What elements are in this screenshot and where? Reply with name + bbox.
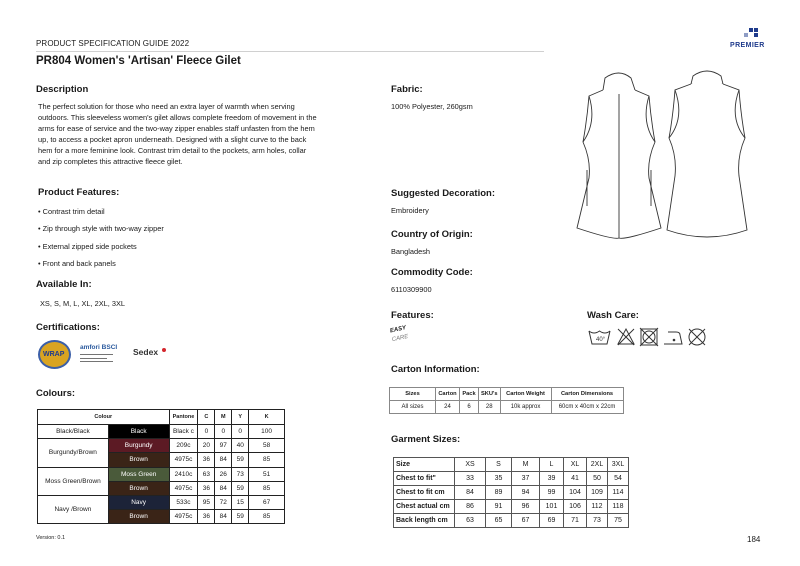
table-cell: 6 — [460, 401, 479, 414]
list-item: • Front and back panels — [38, 258, 116, 268]
colour-pantone-cell: Black c — [169, 425, 198, 439]
colour-m-cell: 97 — [215, 439, 232, 453]
description-line: hem for a more feminine look. Contrast trim detail to the pockets, arm holes, collar — [38, 145, 307, 155]
colour-m-cell: 26 — [215, 467, 232, 481]
origin-value: Bangladesh — [391, 247, 431, 256]
colour-c-cell: 0 — [198, 425, 215, 439]
table-cell: 114 — [608, 486, 629, 500]
product-title: PR804 Women's 'Artisan' Fleece Gilet — [36, 55, 241, 67]
pantone-header: Pantone — [169, 410, 198, 425]
no-dry-clean-icon — [689, 329, 705, 345]
table-cell: 39 — [540, 472, 564, 486]
colour-c-cell: 20 — [198, 439, 215, 453]
colour-y-cell: 15 — [232, 495, 249, 509]
colour-swatch: Moss Green — [108, 467, 169, 481]
table-header: Carton Weight — [500, 388, 551, 401]
commodity-heading: Commodity Code: — [391, 267, 473, 278]
table-cell: 91 — [486, 500, 512, 514]
table-cell: 37 — [512, 472, 540, 486]
table-header: Sizes — [390, 388, 436, 401]
table-cell: 94 — [512, 486, 540, 500]
table-cell: 60cm x 40cm x 22cm — [551, 401, 623, 414]
table-cell: 63 — [455, 514, 486, 528]
table-header: S — [486, 458, 512, 472]
gilet-technical-drawing — [563, 60, 773, 250]
colour-pantone-cell: 209c — [169, 439, 198, 453]
m-header: M — [215, 410, 232, 425]
colour-k-cell: 100 — [249, 425, 285, 439]
table-cell: 86 — [455, 500, 486, 514]
table-cell: 71 — [564, 514, 587, 528]
table-header: Size — [394, 458, 455, 472]
table-cell: 54 — [608, 472, 629, 486]
sedex-logo: Sedex — [133, 347, 159, 357]
colours-table — [37, 409, 285, 524]
table-cell: 69 — [540, 514, 564, 528]
certifications-heading: Certifications: — [36, 322, 100, 333]
colour-y-cell: 0 — [232, 425, 249, 439]
colour-swatch: Brown — [108, 481, 169, 495]
colour-c-cell: 36 — [198, 510, 215, 524]
page-number: 184 — [747, 535, 761, 544]
description-text — [38, 102, 388, 167]
colour-m-cell: 84 — [215, 453, 232, 467]
colours-heading: Colours: — [36, 388, 76, 399]
table-cell: 28 — [479, 401, 501, 414]
gilet-back-icon — [667, 71, 747, 237]
table-cell: Chest to fit cm — [394, 486, 455, 500]
guide-title: PRODUCT SPECIFICATION GUIDE 2022 — [36, 39, 190, 48]
sedex-dot — [162, 348, 166, 352]
colour-c-cell: 63 — [198, 467, 215, 481]
wash-care-heading: Wash Care: — [587, 310, 639, 321]
colour-k-cell: 51 — [249, 467, 285, 481]
table-row — [394, 514, 629, 528]
table-cell: 65 — [486, 514, 512, 528]
premier-logo — [727, 26, 771, 54]
colour-c-cell: 95 — [198, 495, 215, 509]
description-line: up, to access a pocket apron underneath. Designed with a slight curve to the back — [38, 134, 307, 144]
table-cell: 67 — [512, 514, 540, 528]
table-header: 3XL — [608, 458, 629, 472]
colour-swatch: Brown — [108, 510, 169, 524]
colour-combo-name: Navy /Brown — [38, 495, 109, 523]
table-cell: 118 — [608, 500, 629, 514]
table-cell: 41 — [564, 472, 587, 486]
fabric-heading: Fabric: — [391, 84, 423, 95]
origin-heading: Country of Origin: — [391, 229, 473, 240]
colour-combo-name: Moss Green/Brown — [38, 467, 109, 495]
colour-row — [38, 467, 285, 481]
colour-pantone-cell: 2410c — [169, 467, 198, 481]
wash-care-icons — [588, 326, 713, 348]
description-line: and zip completes this attractive fleece gilet. — [38, 156, 183, 166]
table-cell: 50 — [587, 472, 608, 486]
table-cell: 24 — [436, 401, 460, 414]
list-item: • Zip through style with two-way zipper — [38, 224, 164, 234]
table-header: SKU's — [479, 388, 501, 401]
table-cell: 112 — [587, 500, 608, 514]
colour-k-cell: 58 — [249, 439, 285, 453]
table-cell: 75 — [608, 514, 629, 528]
table-cell: Back length cm — [394, 514, 455, 528]
colour-c-cell: 36 — [198, 453, 215, 467]
table-cell: All sizes — [390, 401, 436, 414]
table-cell: Chest actual cm — [394, 500, 455, 514]
carton-heading: Carton Information: — [391, 364, 480, 375]
colour-m-cell: 0 — [215, 425, 232, 439]
table-cell: 99 — [540, 486, 564, 500]
table-header-row — [394, 458, 629, 472]
colour-combo-name: Black/Black — [38, 425, 109, 439]
fabric-value: 100% Polyester, 260gsm — [391, 102, 473, 111]
colour-swatch: Black — [108, 425, 169, 439]
colour-y-cell: 73 — [232, 467, 249, 481]
carton-table — [389, 387, 624, 414]
amfori-logo: amfori BSCI — [80, 344, 118, 351]
description-line: The perfect solution for those who need an extra layer of warmth when serving — [38, 102, 295, 111]
colour-row — [38, 495, 285, 509]
amfori-tagline: ▬▬▬▬▬▬▬▬▬▬▬ ▬▬▬▬▬▬▬▬▬ ▬▬▬▬▬▬▬▬▬▬▬ — [80, 352, 113, 364]
colour-pantone-cell: 4975c — [169, 481, 198, 495]
decoration-value: Embroidery — [391, 206, 429, 215]
list-item: • Contrast trim detail — [38, 207, 105, 216]
table-cell: 35 — [486, 472, 512, 486]
wrap-logo: WRAP — [38, 340, 71, 369]
garment-sizes-table — [393, 457, 629, 528]
table-cell: 84 — [455, 486, 486, 500]
decoration-heading: Suggested Decoration: — [391, 188, 495, 199]
table-cell: 10k approx — [500, 401, 551, 414]
description-heading: Description — [36, 84, 89, 95]
table-cell: 89 — [486, 486, 512, 500]
iron-low-icon — [664, 332, 682, 344]
table-cell: 106 — [564, 500, 587, 514]
commodity-value: 6110309900 — [391, 285, 432, 294]
product-features-heading: Product Features: — [38, 187, 120, 198]
colour-row — [38, 425, 285, 439]
description-line: outdoors. This sleeveless women's gilet allows complete freedom of movement in the — [38, 112, 317, 122]
colour-pantone-cell: 4975c — [169, 510, 198, 524]
c-header: C — [198, 410, 215, 425]
colour-y-cell: 59 — [232, 453, 249, 467]
table-header: 2XL — [587, 458, 608, 472]
table-cell: 104 — [564, 486, 587, 500]
wash-temp: 40° — [596, 337, 606, 343]
table-cell: 96 — [512, 500, 540, 514]
y-header: Y — [232, 410, 249, 425]
colour-header: Colour — [38, 410, 170, 425]
table-header: Carton Dimensions — [551, 388, 623, 401]
colour-k-cell: 85 — [249, 481, 285, 495]
gilet-front-icon — [577, 73, 661, 238]
colour-row — [38, 439, 285, 453]
logo-text: PREMIER — [730, 42, 765, 49]
table-header: M — [512, 458, 540, 472]
table-row — [394, 486, 629, 500]
table-header: Carton — [436, 388, 460, 401]
table-header: XS — [455, 458, 486, 472]
table-cell: 101 — [540, 500, 564, 514]
table-header: Pack — [460, 388, 479, 401]
colour-y-cell: 59 — [232, 510, 249, 524]
colour-k-cell: 85 — [249, 453, 285, 467]
colour-y-cell: 40 — [232, 439, 249, 453]
easy-care-icon: EASY CARE — [389, 325, 409, 344]
certification-logos — [38, 338, 178, 370]
k-header: K — [249, 410, 285, 425]
colour-pantone-cell: 533c — [169, 495, 198, 509]
colour-k-cell: 67 — [249, 495, 285, 509]
available-sizes: XS, S, M, L, XL, 2XL, 3XL — [40, 299, 126, 308]
colour-swatch: Brown — [108, 453, 169, 467]
description-line: arms for ease of service and the two-way zipper enables staff unfasten from the hem — [38, 123, 315, 133]
colour-c-cell: 36 — [198, 481, 215, 495]
features-heading: Features: — [391, 310, 434, 321]
colour-m-cell: 72 — [215, 495, 232, 509]
table-cell: 109 — [587, 486, 608, 500]
colour-combo-name: Burgundy/Brown — [38, 439, 109, 467]
table-cell: 73 — [587, 514, 608, 528]
colour-pantone-cell: 4975c — [169, 453, 198, 467]
table-cell: Chest to fit" — [394, 472, 455, 486]
garment-sizes-heading: Garment Sizes: — [391, 434, 461, 445]
product-features-list — [38, 207, 164, 276]
colour-k-cell: 85 — [249, 510, 285, 524]
no-bleach-icon — [618, 329, 634, 345]
colour-swatch: Navy — [108, 495, 169, 509]
table-header: XL — [564, 458, 587, 472]
available-in-heading: Available In: — [36, 279, 92, 290]
colour-swatch: Burgundy — [108, 439, 169, 453]
table-cell: 33 — [455, 472, 486, 486]
table-row — [394, 472, 629, 486]
table-row — [394, 500, 629, 514]
colour-y-cell: 59 — [232, 481, 249, 495]
no-tumble-dry-icon — [640, 328, 658, 346]
table-row — [390, 401, 624, 414]
colour-m-cell: 84 — [215, 481, 232, 495]
header-divider — [36, 51, 544, 52]
version-label: Version: 0.1 — [36, 535, 66, 541]
table-header: L — [540, 458, 564, 472]
list-item: • External zipped side pockets — [38, 241, 137, 251]
colour-m-cell: 84 — [215, 510, 232, 524]
